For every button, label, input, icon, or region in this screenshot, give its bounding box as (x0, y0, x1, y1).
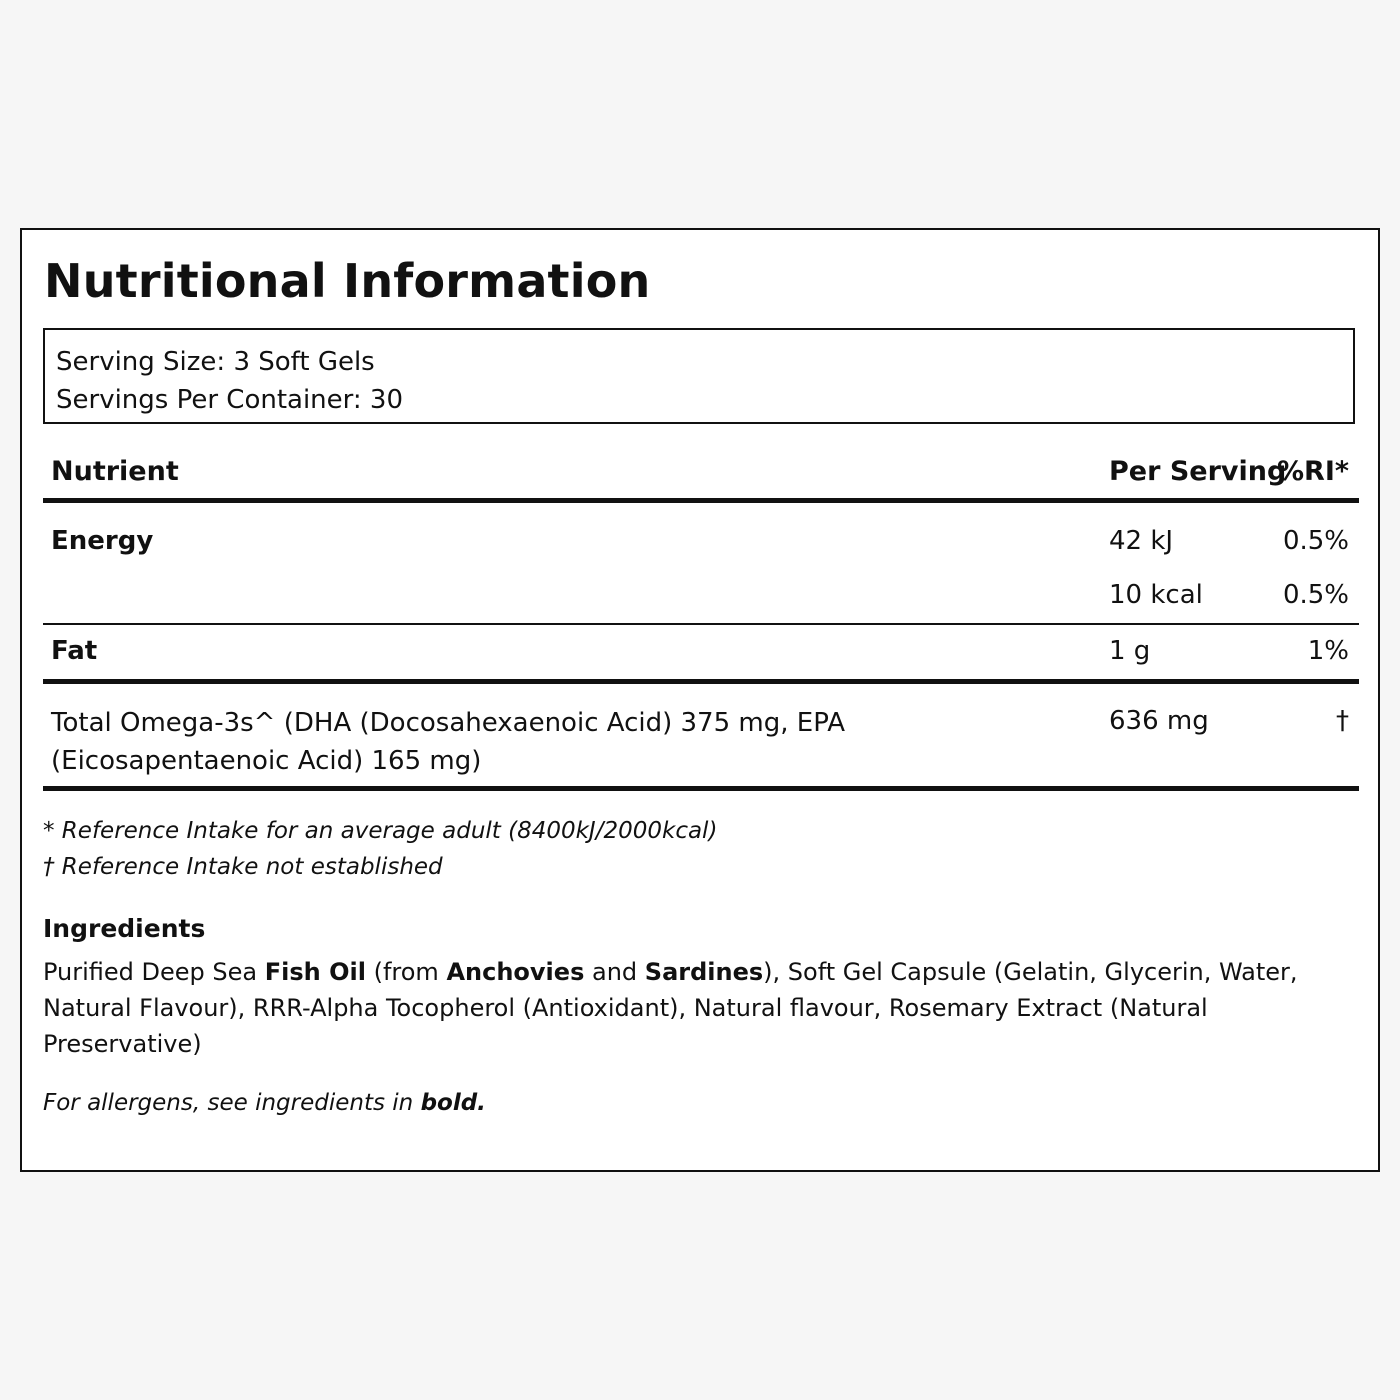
allergen-note (43, 1090, 486, 1116)
fat-label: Fat (51, 636, 98, 666)
ri-footnote: * Reference Intake for an average adult (8400kJ/2000kcal) (43, 818, 718, 844)
ingredients-text (43, 954, 1313, 1062)
allergen-sardines: Sardines (644, 958, 764, 986)
allergen-note-bold: bold. (420, 1090, 486, 1116)
allergen-anchovies: Anchovies (446, 958, 585, 986)
omega-label: Total Omega-3s^ (DHA (Docosahexaenoic Acid) 375 mg, EPA (Eicosapentaenoic Acid) 165 mg) (51, 708, 845, 776)
fat-ri: 1% (1307, 636, 1349, 666)
omega-value: 636 mg (1109, 706, 1209, 736)
serving-info-box (43, 328, 1355, 424)
energy-kcal: 10 kcal (1109, 580, 1203, 610)
energy-rule (43, 623, 1359, 625)
header-ri: %RI* (1276, 456, 1349, 487)
nutrition-label (20, 228, 1380, 1172)
allergen-note-text: For allergens, see ingredients in (43, 1090, 421, 1116)
ingredients-part-4: ), Soft Gel Capsule (Gelatin, Glycerin, Water, Natural Flavour), RRR-Alpha Tocopherol (Antioxidant), Natural flavour, Rosemary Extract (Natural Preservative) (43, 958, 1298, 1058)
energy-kcal-ri: 0.5% (1282, 580, 1349, 610)
dagger-footnote: † Reference Intake not established (43, 854, 443, 880)
servings-per-container: Servings Per Container: 30 (56, 385, 404, 415)
energy-kj: 42 kJ (1109, 526, 1174, 556)
header-rule (43, 498, 1359, 503)
ingredients-part-3: and (584, 958, 645, 986)
fat-rule (43, 679, 1359, 684)
header-nutrient: Nutrient (51, 456, 179, 487)
omega-rule (43, 786, 1359, 791)
ingredients-part-1: Purified Deep Sea (43, 958, 265, 986)
serving-size: Serving Size: 3 Soft Gels (56, 347, 375, 377)
energy-label: Energy (51, 526, 154, 556)
allergen-fish-oil: Fish Oil (264, 958, 366, 986)
label-title: Nutritional Information (44, 254, 651, 308)
energy-kj-ri: 0.5% (1282, 526, 1349, 556)
omega-ri: † (1336, 706, 1349, 736)
header-per-serving: Per Serving (1109, 456, 1287, 487)
fat-value: 1 g (1109, 636, 1151, 666)
ingredients-part-2: (from (365, 958, 447, 986)
ingredients-title: Ingredients (43, 914, 206, 943)
